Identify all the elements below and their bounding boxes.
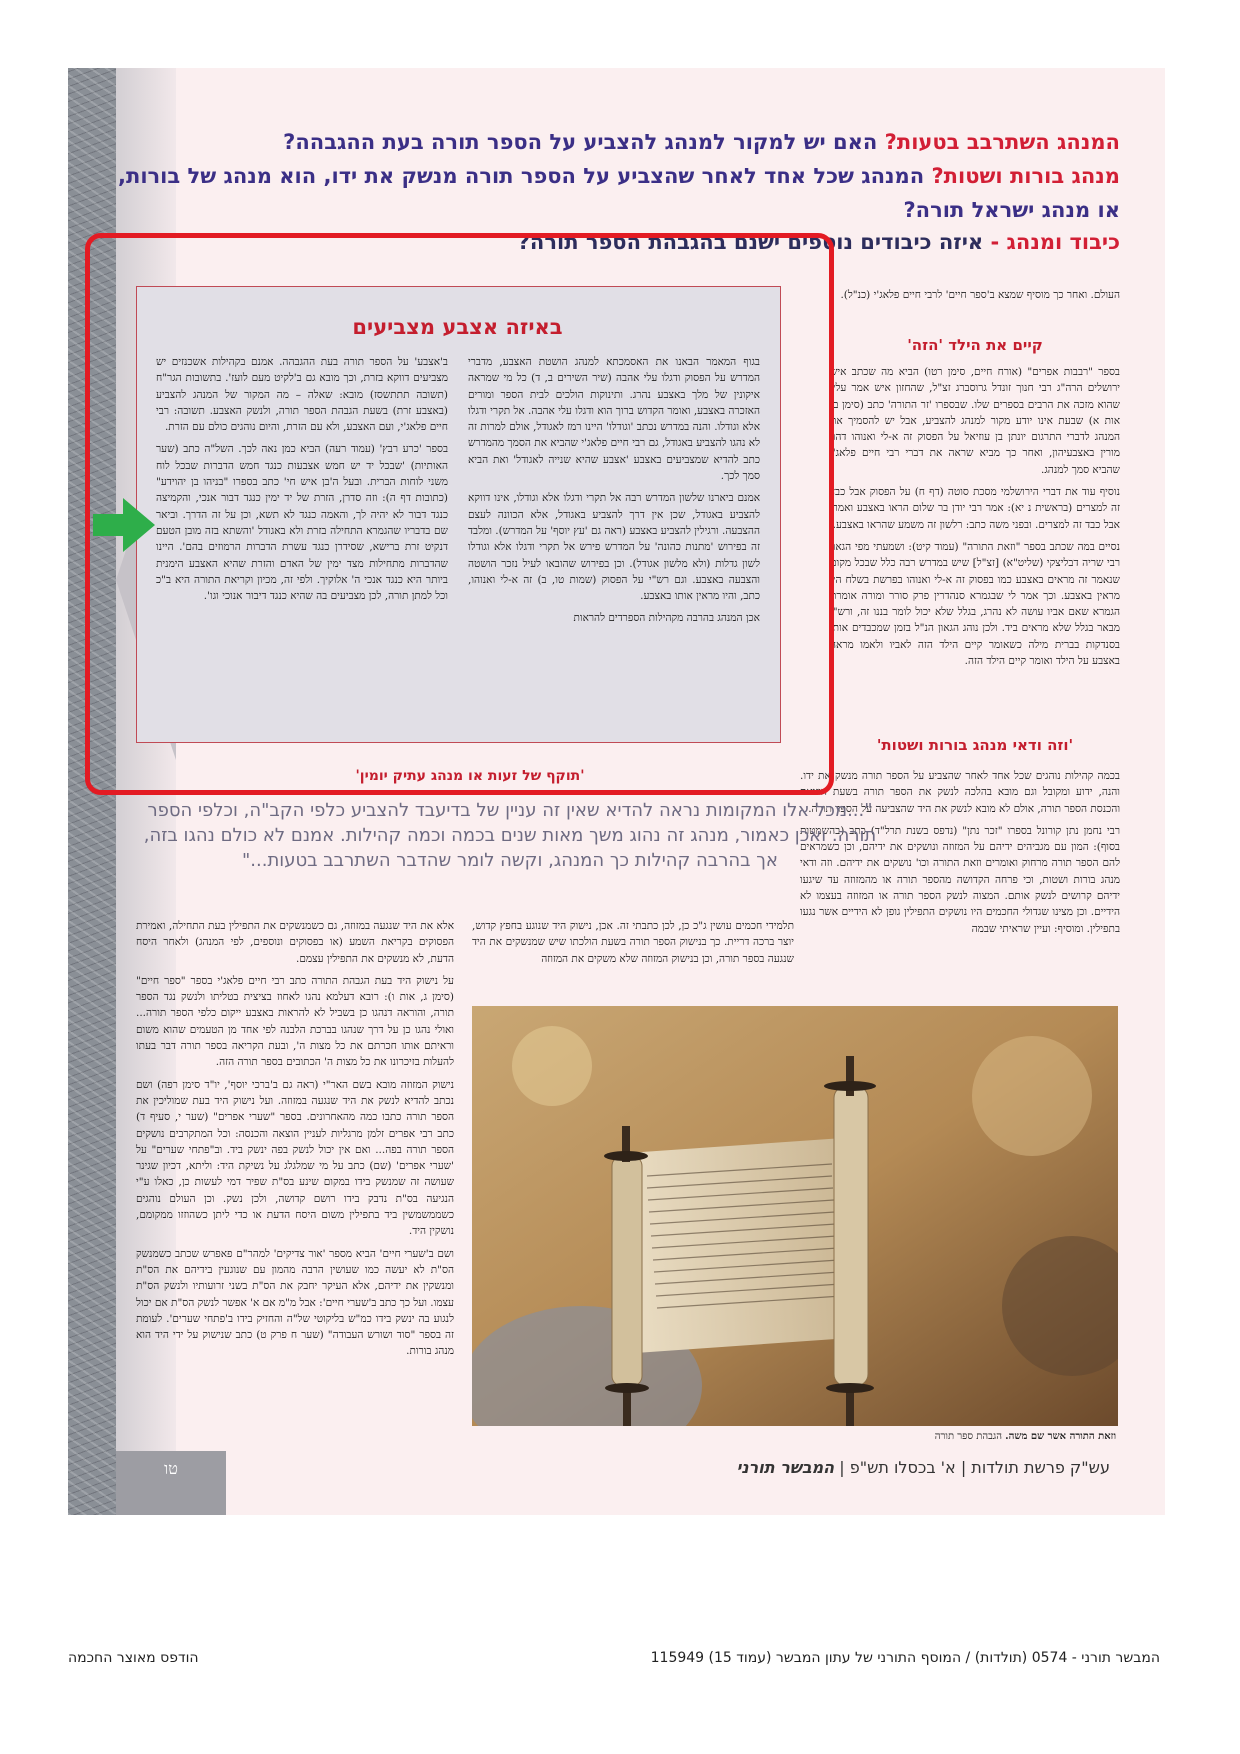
paragraph: רבי נחמן נתן קורונל בספרו "זכר נתן" (נדפס בשנת תרל"ד) כתב (בהשמטות בסוף): המון עם מגביהים ידיהם על המזוזה ונושקים את ידיהם, וכן כשמראים להם הספר תורה מרחוק ואומרים וזאת התורה וכו' נושקים את ידיהם. וזה ודאי מנהג בורות ושטות, וכי פרחה הקדושה מהספר תורה או מהמזוזה עד שיגעו ידיהם קרושים לנשק אותם. המצוה לנשק הספר תורה או המזוזה בעצמו לא הידיים. וכן מצינו שגדולי החכמים היו נושקים התפילין גופן לא הידיים אשר נגעו בתפילין. ומוסיף: ועיין שראיתי שבמה <box>800 824 1120 935</box>
paragraph: ב'אצבע' על הספר תורה בעת ההגבהה. אמנם בקהילות אשכנזים יש מצביעים דווקא בזרת, וכך מובא גם ב'לקיט מעם לועז'. בתשובות הגר"ח (תשובה תתתשסז) מובא: שאלה – מה המקור של המנהג להצביע (באצבע זרת) בשעת הגבהת הספר תורה, ולנשק האצבע. תשובה: רבי חיים פלאג'י, ועם האצבע, ולא עם הזרת, והיום נוהגים כולם עם הזרת. <box>156 356 448 434</box>
paragraph: בספר 'כרע רבץ' (עמוד רעה) הביא כמן נאה לכך. השל"ה כתב (שער האותיות) 'שבכל יד יש חמש אצבעות כנגד חמש הדברות שבכל לוח משני לוחות הברית. ובעל ה'בן איש חי' כתב בספרו "בניהו בן יהוידע" (כתובות דף ה): וזה סדרן, הזרת של יד ימין כנגד דבור אנכי, והקמיצה כנגד דבור לא יהיה לך, והאמה כנגד לא תשא, וכן על זה הדרך. וביאר שם בדבריו שהגמרא התחילה בזרת ולא באגודל 'והשתא בזה מובן הטעם דנקיט זרת ברישא, שסידרן כנגד עשרת הדברות הרמוזים בהם'. היינו שהדברות מתחילות מצד ימין של האדם והזרת שהיא האצבע הימנית ביותר היא כנגד אנכי ה' אלוקיך. ולפי זה, מכיון וקריאת התורה היא ב"כ וכל למתן תורה, לכן מצביעים בה שהיא כנגד דיבור אנוכי וגו'. <box>156 443 448 603</box>
headline-line-1: המנהג השתרבב בטעות? האם יש למקור למנהג להצביע על הספר תורה בעת ההגבהה? <box>283 130 1120 154</box>
headline-line-2: מנהג בורות ושטות? המנהג שכל אחד לאחר שהצביע על הספר תורה מנשק את ידו, הוא מנהג של בורות, <box>118 164 1120 188</box>
printed-from: הודפס מאוצר החכמה <box>68 1650 199 1666</box>
paragraph: בכמה קהילות נוהגים שכל אחד לאחר שהצביע על הספר תורה מנשק את ידו. והנה, ידוע ומקובל וגם מובא בהלכה לנשק את הספר תורה בשעת הוצאת והכנסת הספר תורה, אולם לא מובא לנשק את היד שהצביעה על הספר תורה. <box>800 770 1120 815</box>
left-column <box>136 918 454 1426</box>
torah-scroll-photo <box>472 1006 1118 1426</box>
paragraph: אמנם ביארנו שלשון המדרש רבה אל תקרי ודגלו אלא וגודלו, אינו דווקא להצביע באגודל, שכן אין דרך להצביע באגודל, אלא הכוונה לעצם ההצבעה. ורגילין להצביע באצבע (ראה גם 'עץ יוסף' על המדרש). ומלבד זה בפירוש 'מתנות כהונה' על המדרש פירש אל תקרי ודגלו אלא וגודלו לשון גדלות (ולא מלשון אגודל). וכן בפירוש שהובאו לעיל נזכר הושטה והצבעה באצבע. וגם רש"י על הפסוק (שמות טו, ב) זה א-לי ואנוהו, כתב, והיו מראין אותו באצבע. <box>468 492 760 603</box>
paragraph: בגוף המאמר הבאנו את האסמכתא למנהג הושטת האצבע, מדברי המדרש על הפסוק ודגלו עלי אהבה (שיר השירים ב, ד) כל מי שמראה איקונין של מלך באצבע נהרג. ותינוקות הולכים לבית הספר ומורים האזכרה באצבע, ואומר הקדוש ברוך הוא ודגלו עלי אהבה. אל תקרי ודגלו אלא וגודלו. והנה במדרש נכתב 'וגודלו' היינו רמז לאגודל, אולם למרות זה לא נהגו להצביע באגודל, גם רבי חיים פלאג'י שהביא את הסמך מהמדרש כתב להדיא שמצביעים באצבע 'אצבע שהיא שנייה לאגודל' ואת הביא סמך לכך. <box>468 356 760 483</box>
paragraph: נישוק המזוזה מובא בשם האר"י (ראה גם ב'ברכי יוסף', יו"ד סימן רפה) ושם נכתב להדיא לנשק את היד שנגעה במזוזה. ועל נישוק היד בעת שמוליכין את הספר תורה כתבו כמה מהאחרונים. בספר "שערי אפרים" (שער י, סעיף ד) כתב רבי אפרים זלמן מרגליות לעניין הוצאה והכנסה: וכל המתקרבים נושקים הספר תורה בפה... ואם אין יכול לנשק בפה ינשק ביד. וב"פתחי שערים" על 'שערי אפרים' (שם) כתב על מי שמלגלג על נשיקת היד: וליתא, דכיון שגינר שעושה זה שמנשק בידו במקום שינע בס"ת שפיר דמי לעשות כן, כאלו ע"י הנגיעה בס"ת נדבק בידו רושם קדושה, ולכן נשק. וכן העולם נוהגים כשממשמשין ביד בתפילין משום היסח הדעת או כדי ליתן כשהוזזו ממקומם, נושקין היד. <box>136 1078 454 1238</box>
paragraph: נסיים במה שכתב בספר "וזאת התורה" (עמוד קיט): ושמעתי מפי הגאון רבי שריה דבליצקי (שליט"א) [זצ"ל] שיש במדרש רבה כלל שבכל מקום שנאמר זה מראים באצבע כמו בפסוק זה א-לי ואנוהו בפרשת בשלח היו מראין באצבע. וכך אמר לי שבגמרא סנהדרין פרק סורר ומורה אומרת הגמרא שאם אביו עושה לא נהרג, בגלל שלא יכול לומר בננו זה, ורש"י מבאר בגלל שלא מראים ביד. ולכן נוהג הגאון הנ"ל בזמן שמכבדים אותו בסנדקות בברית מילה כשאומר קיים הילד הזה לאביו ולאמו מראה באצבע על הילד ואומר קיים הילד הזה. <box>830 540 1120 668</box>
paragraph: בספר "רבבות אפרים" (אורח חיים, סימן רטו) הביא מה שכתב איש ירושלים הרה"ג רבי חנוך זונדל גרוסברג זצ"ל, שהחזון איש אמר עליו שהוא מזכה את הרבים בספרים שלו. שבספרו 'זר התורה' כתב (סימן ב, אות א) שבעת אינו יודע מקור למנהג להצביע, אבל יש להסמיך את המנהג לדברי התרגום יונתן בן עוזיאל על הפסוק זה א-לי ואנוהו דהוו מורין באצבעיהון, ואחר כך מביא שראה את דברי רבי חיים פלאג'י שהביא סמך למנהג. <box>830 366 1120 476</box>
right-column-body <box>830 364 1120 726</box>
right-intro: העולם. ואחר כך מוסיף שמצא ב'ספר חיים' לרבי חיים פלאג'י (כנ"ל). <box>840 289 1120 301</box>
headline-line-4: כיבוד ומנהג - איזה כיבודים נוספים ישנם בהגבהת הספר תורה? <box>517 230 1120 254</box>
annotation-frame <box>85 233 834 795</box>
print-source: המבשר תורני - 0574 (תולדות) / המוסף התורני של עתון המבשר (עמוד 15) 115949 <box>650 1650 1160 1666</box>
subheading-kayem: קיים את הילד 'הזה' <box>907 336 1043 354</box>
pull-quote: "...מכל אלו המקומות נראה להדיא שאין זה עניין של בדיעבד להצביע כלפי הקב"ה, וכלפי הספר תורה. ואכן כאמור, מנהג זה נהוג משך מאות שנים בכמה וכמה קהילות. אמנם לא כולם נהגו בזה, אך בהרבה קהילות כך המנהג, וקשה לומר שהדבר השתרבב בטעות..." <box>143 800 877 871</box>
paragraph: ושם ב'שערי חיים' הביא מספר 'אור צדיקים' למהר"ם פאפרש שכתב כשמנשק הס"ת לא יעשה כמו שעושין הרבה מהמון עם שנוגעין בידיהם את הס"ת ומנשקין את ידיהם, אלא העיקר יחבק את הס"ת בשני זרועותיו ולנשק הס"ת עצמו. ועל כך כתב ב'שערי חיים': אבל מ"מ אם א' אפשר לנשק הס"ת אם יכול לנגוע בה ינשק בידו כמ"ש בליקוטי של"ה והחזיק בידו ב'פתחי שערים'. לעומת זה בספר "סוד ושורש העבודה" (שער ח פרק ט) כתב שנישוק על ידי היד הוא מנהג בורות. <box>136 1247 454 1358</box>
page-number: טו <box>116 1451 226 1515</box>
paragraph: אלא את היד שנגעה במזוזה, גם כשמנשקים את התפילין בעת התחילה, ואמירת הפסוקים בקריאת השמע (או בפסוקים ונוספים, לפי המנהג) ולאחר היסח הדעת, לא מנשקים את התפילין עצמם. <box>136 920 454 965</box>
arrow-icon <box>93 498 155 552</box>
subheading-bor: 'וזה ודאי מנהג בורות ושטות' <box>876 736 1074 754</box>
paragraph: אכן המנהג בהרבה מקהילות הספרדים להראות <box>573 612 760 625</box>
middle-column: תלמידי חכמים עושין ג"כ כן, לכן כתבתי זה. אכן, נישוק היד שנוגע בחפץ קדוש, יוצר ברכה דריית. כך בנישוק הספר תורה בשעת הולכתו שיש שמנשקים את היד שנגעה בספר תורה, וכן בנישוק המזוזה שלא משקים את המזוזה <box>472 920 794 965</box>
photo-caption: וזאת התורה אשר שם משה. הגבהת ספר תורה <box>934 1431 1116 1442</box>
sidebar-box-title: באיזה אצבע מצביעים <box>352 315 563 339</box>
headline-line-3: או מנהג ישראל תורה? <box>903 198 1120 222</box>
partial-heading: 'תוקף של זעות או מנהג עתיק יומין' <box>355 768 585 784</box>
paragraph: נוסיף עוד את דברי הירושלמי מסכת סוטה (דף ח) על הפסוק אבל כבד זה למצרים (בראשית נ יא): אמר רבי יודן בר שלום הראו באצבע ואמרו אבל כבד זה למצרים. ובפני משה כתב: רלשון זה משמע שהראו באצבע. <box>830 486 1120 531</box>
paragraph: על נישוק היד בעת הגבהת התורה כתב רבי חיים פלאג'י בספר "ספר חיים" (סימן ג, אות ו): רובא דעלמא נהגו לאחוז בציצית בטליתו ולנשק נגד הספר תורה, והוראה דנהגו כן בשביל לא להראות באצבע ייקום כלפי הספר תורה... ואולי נהגו כן על דרך שנהגו בברכת הלבנה לפי אחד מן הטעמים שהוא משום וראיתם אותו חכרתם את כל מצות ה', ובעת הקריאה בספר תורה דבר בעתו להעלות בזיכרונו את כל מצות ה' הכתובים בספר תורה הזה. <box>136 974 454 1069</box>
issue-footer: עש"ק פרשת תולדות | א' בכסלו תש"פ | המבשר תורני <box>736 1458 1110 1477</box>
